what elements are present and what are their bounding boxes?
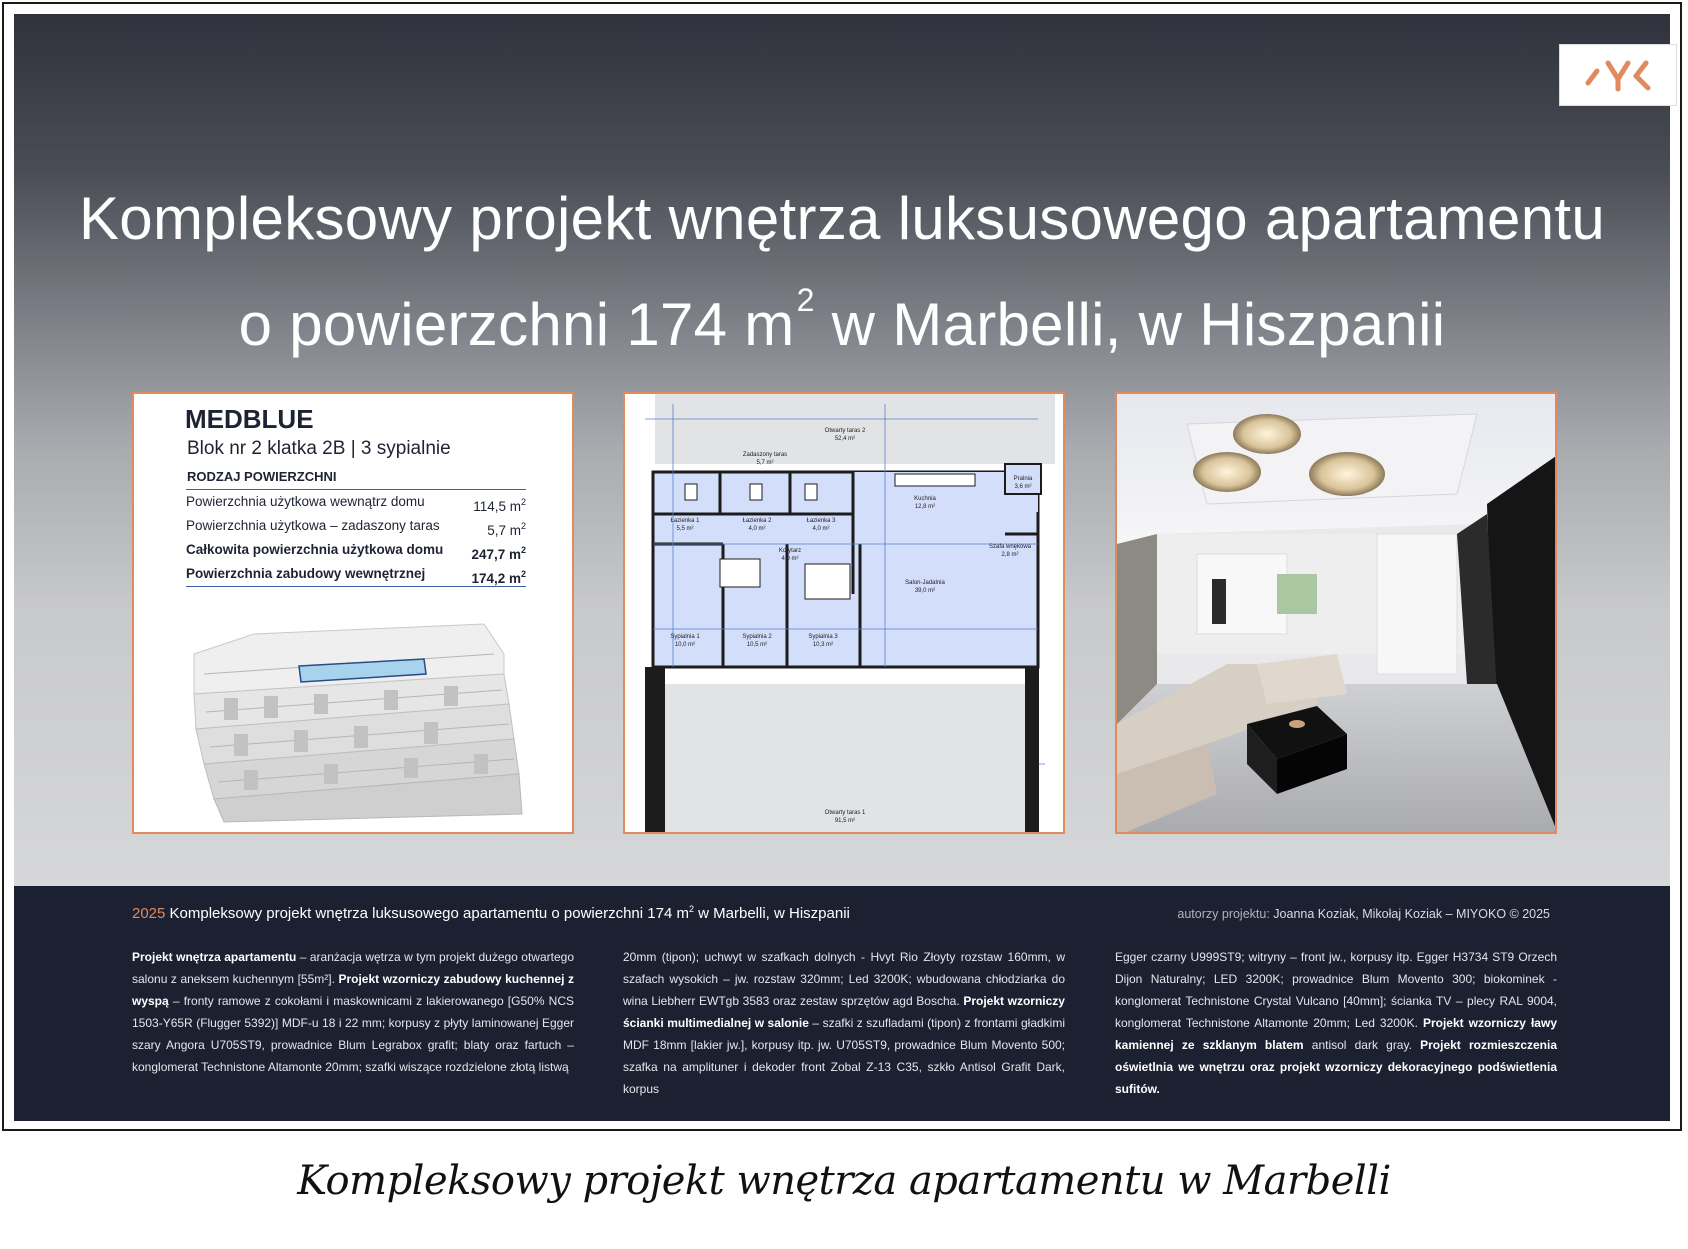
authors-names: Joanna Koziak, Mikołaj Koziak – MIYOKO © 2025 — [1273, 907, 1550, 921]
info-title — [132, 904, 850, 922]
title-line2-sup: 2 — [796, 282, 815, 318]
area-value: 174,2 $m^2$ — [471, 569, 526, 586]
main-title-line2 — [14, 282, 1670, 359]
handwritten-caption: Kompleksowy projekt wnętrza apartamentu w Marbelli — [297, 1158, 1391, 1204]
room-label: Zadaszony taras — [742, 452, 788, 458]
info-year: 2025 — [132, 905, 166, 922]
desc-text: – aranżacja wętrza w tym projekt dużego otwartego salonu z aneksem kuchennym [55m²]. — [132, 950, 574, 986]
authors-label: autorzy projektu: — [1177, 907, 1274, 921]
desc-text: – szafki z szufladami (tipon) z frontami gładkimi MDF 18mm [lakier jw.], korpusy itp. jw. U705ST9, prowadnice Blum Movento 500; szafka na amplituner i dekoder front Zobal Z-13 C35, szkło Antisol Grafit Dark, korpus — [623, 1016, 1065, 1096]
area-row — [186, 562, 526, 587]
room-label: Pralnia — [1013, 476, 1033, 482]
desc-text: 20mm (tipon); uchwyt w szafkach dolnych - Hvyt Rio Złoyty rozstaw 160mm, w szafach wysokich – jw. rozstaw 320mm; Led 3200K; wbudowana chłodziarka do wina Liebherr EWTgb 3583 oraz zestaw sprzętów agd Boscha. — [623, 950, 1065, 1008]
area-label: Powierzchnia użytkowa – zadaszony taras — [186, 518, 440, 533]
room-label: Łazienka 3 — [806, 518, 836, 524]
info-title-main: Kompleksowy projekt wnętrza luksusowego apartamentu o powierzchni 174 m — [165, 905, 689, 922]
logo — [1559, 44, 1677, 106]
project-name: MEDBLUE — [185, 404, 314, 434]
area-table — [186, 489, 526, 587]
miyoko-logo-icon — [1560, 45, 1676, 105]
title-line2-main: o powierzchni 174 m — [238, 291, 795, 358]
area-row — [186, 490, 526, 514]
room-label: Sypialnia 2 — [742, 634, 772, 640]
area-row — [186, 514, 526, 538]
desc-bold: Projekt wzorniczy zabudowy kuchennej z wyspą — [132, 972, 575, 1008]
desc-bold: Projekt wzorniczy ławy kamiennej ze szklanym blatem — [1115, 1016, 1557, 1052]
area-value: 247,7 $m^2$ — [471, 545, 526, 562]
project-subtitle: Blok nr 2 klatka 2B | 3 sypialnie — [187, 438, 451, 459]
description-column-1 — [132, 946, 574, 1078]
desc-text: Egger czarny U999ST9; witryny – front jw., korpusy itp. Egger H3734 ST9 Orzech Dijon Naturalny; LED 3200K; prowadnice Blum Movento 300; biokominek - konglomerat Technistone Crystal Vulcano [40mm]; ścianka TV – plecy RAL 9004, konglomerat Technistone Altamonte 20mm; Led 3200K. — [1115, 950, 1557, 1030]
description-column-2 — [623, 946, 1065, 1100]
area-value: 5,7 $m^2$ — [487, 521, 526, 538]
main-title-line1: Kompleksowy projekt wnętrza luksusowego apartamentu — [78, 185, 1606, 252]
summary-panel — [132, 392, 574, 834]
room-area: 2,8 m² — [1001, 552, 1019, 558]
desc-text: antisol dark gray. — [1303, 1038, 1421, 1052]
room-label: Sypialnia 3 — [808, 634, 838, 640]
area-label: Powierzchnia użytkowa wewnątrz domu — [186, 494, 425, 509]
floorplan-drawing — [625, 394, 1065, 834]
room-label: Łazienka 1 — [670, 518, 700, 524]
room-label: Otwarty taras 1 — [824, 810, 866, 816]
room-area: 39,0 m² — [914, 588, 936, 594]
authors — [1177, 907, 1550, 921]
info-title-sup: 2 — [688, 904, 694, 914]
room-label: Sypialnia 1 — [670, 634, 700, 640]
room-area: 10,5 m² — [746, 642, 768, 648]
description-column-3 — [1115, 946, 1557, 1100]
hero-section — [14, 14, 1670, 886]
room-area: 52,4 m² — [834, 436, 856, 442]
board-inner — [14, 14, 1670, 1121]
room-label: Łazienka 2 — [742, 518, 772, 524]
room-area: 5,7 m² — [756, 460, 774, 466]
area-heading: RODZAJ POWIERZCHNI — [187, 469, 337, 484]
interior-render-panel — [1115, 392, 1557, 834]
room-area: 3,6 m² — [1014, 484, 1032, 490]
room-area: 5,5 m² — [676, 526, 694, 532]
room-area: 4,0 m² — [781, 556, 799, 562]
presentation-board — [2, 2, 1682, 1131]
room-label: Otwarty taras 2 — [824, 428, 866, 434]
room-label: Salon-Jadalnia — [905, 580, 945, 586]
building-render-image — [184, 614, 524, 824]
room-area: 12,8 m² — [914, 504, 936, 510]
area-row — [186, 538, 526, 562]
info-title-tail: w Marbelli, w Hiszpanii — [693, 905, 850, 922]
floorplan-panel — [623, 392, 1065, 834]
room-area: 10,0 m² — [674, 642, 696, 648]
desc-bold: Projekt wnętrza apartamentu — [132, 950, 297, 964]
desc-text: – fronty ramowe z cokołami i maskownicami z lakierowanego [G50% NCS 1503-Y65R (Flugger 5392)] MDF-u 18 i 22 mm; korpusy z płyty laminowanej Egger szary Angora U705ST9, prowadnice Blum Legrabox grafit; blaty oraz fartuch – konglomerat Technistone Altamonte 20mm; szafki wiszące rozdzielone złotą listwą — [132, 994, 574, 1074]
room-label: Kuchnia — [914, 496, 936, 502]
description-section — [14, 886, 1670, 1121]
room-area: 4,0 m² — [748, 526, 766, 532]
title-line2-tail: w Marbelli, w Hiszpanii — [814, 291, 1446, 358]
area-label: Powierzchnia zabudowy wewnętrznej — [186, 566, 426, 581]
room-area: 4,0 m² — [812, 526, 830, 532]
desc-bold: Projekt wzorniczy ścianki multimedialnej w salonie — [623, 994, 1065, 1030]
interior-render-image — [1117, 394, 1557, 834]
area-value: 114,5 $m^2$ — [473, 497, 526, 514]
room-area: 10,3 m² — [812, 642, 834, 648]
room-area: 91,5 m² — [834, 818, 856, 824]
room-label: Szafa wnękowa — [988, 544, 1032, 550]
desc-bold: Projekt rozmieszczenia oświetlnia we wnętrzu oraz projekt wzorniczy dekoracyjnego podświetlenia sufitów. — [1115, 1038, 1557, 1096]
area-label: Całkowita powierzchnia użytkowa domu — [186, 542, 444, 557]
room-label: Korytarz — [778, 548, 802, 554]
